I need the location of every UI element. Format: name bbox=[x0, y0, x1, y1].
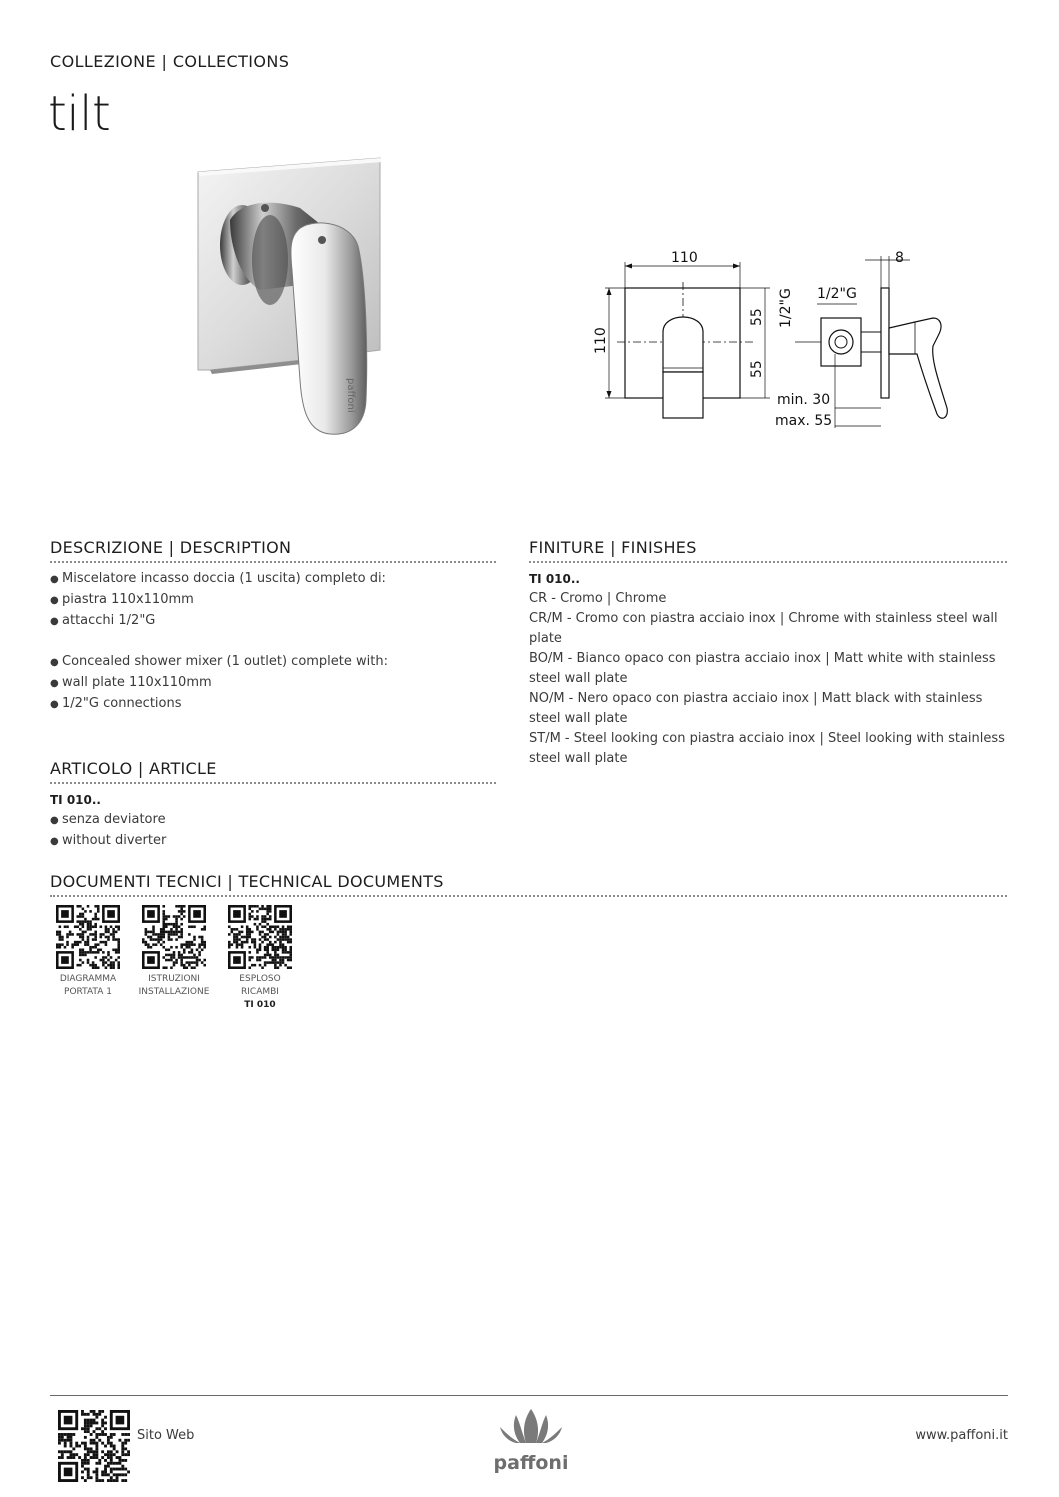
list-item: ● senza deviatore bbox=[50, 812, 166, 827]
dim-thread-vertical: 1/2"G bbox=[778, 288, 794, 328]
technical-documents-heading: DOCUMENTI TECNICI | TECHNICAL DOCUMENTS bbox=[50, 872, 1007, 897]
article-heading: ARTICOLO | ARTICLE bbox=[50, 759, 496, 784]
technical-drawing bbox=[585, 242, 965, 437]
article-list bbox=[50, 810, 496, 852]
description-english-list bbox=[50, 652, 496, 715]
finishes-code: TI 010.. bbox=[529, 572, 580, 586]
finish-line: BO/M - Bianco opaco con piastra acciaio inox | Matt white with stainless steel wall plate bbox=[529, 651, 996, 686]
list-item: ● Concealed shower mixer (1 outlet) complete with: bbox=[50, 654, 388, 669]
dim-thread-horizontal: 1/2"G bbox=[817, 286, 857, 302]
list-item: ● Miscelatore incasso doccia (1 uscita) completo di: bbox=[50, 571, 386, 586]
dim-height: 110 bbox=[593, 327, 609, 354]
finish-line: ST/M - Steel looking con piastra acciaio inox | Steel looking with stainless steel wall plate bbox=[529, 731, 1005, 766]
footer-brand: paffoni bbox=[493, 1452, 569, 1474]
product-name: tilt bbox=[48, 86, 111, 142]
list-item: ● piastra 110x110mm bbox=[50, 592, 194, 607]
qr-code-icon[interactable] bbox=[228, 905, 292, 969]
dim-min: min. 30 bbox=[777, 392, 831, 408]
dim-max: max. 55 bbox=[775, 413, 833, 429]
description-body bbox=[50, 569, 496, 715]
footer-url[interactable]: www.paffoni.it bbox=[915, 1428, 1008, 1443]
product-brand-mark: paffoni bbox=[345, 378, 356, 413]
doc-flow-diagram[interactable]: DIAGRAMMA PORTATA 1 bbox=[48, 905, 128, 999]
finishes-heading: FINITURE | FINISHES bbox=[529, 538, 1007, 563]
list-item: ● without diverter bbox=[50, 833, 167, 848]
dim-depth: 8 bbox=[895, 250, 904, 266]
qr-code-icon[interactable] bbox=[58, 1410, 130, 1482]
dim-width: 110 bbox=[671, 250, 698, 266]
description-italian-list bbox=[50, 569, 496, 632]
paffoni-logo bbox=[476, 1405, 586, 1477]
description-heading: DESCRIZIONE | DESCRIPTION bbox=[50, 538, 496, 563]
article-code: TI 010.. bbox=[50, 793, 101, 807]
product-image bbox=[190, 150, 400, 450]
list-item: ● attacchi 1/2"G bbox=[50, 613, 156, 628]
dim-half-top: 55 bbox=[749, 308, 765, 326]
footer-website-qr[interactable] bbox=[58, 1410, 130, 1486]
collections-label: COLLEZIONE | COLLECTIONS bbox=[50, 52, 290, 71]
doc-installation-instructions[interactable]: ISTRUZIONI INSTALLAZIONE bbox=[134, 905, 214, 999]
finish-line: CR - Cromo | Chrome bbox=[529, 591, 667, 606]
finish-line: CR/M - Cromo con piastra acciaio inox | Chrome with stainless steel wall plate bbox=[529, 611, 998, 646]
footer-website-label: Sito Web bbox=[137, 1428, 195, 1443]
list-item: ● wall plate 110x110mm bbox=[50, 675, 212, 690]
qr-code-icon[interactable] bbox=[56, 905, 120, 969]
dim-half-bottom: 55 bbox=[749, 360, 765, 378]
article-body bbox=[50, 790, 496, 852]
finish-line: NO/M - Nero opaco con piastra acciaio inox | Matt black with stainless steel wall plate bbox=[529, 691, 983, 726]
footer-divider bbox=[50, 1395, 1008, 1396]
doc-spare-parts[interactable]: ESPLOSO RICAMBI TI 010 bbox=[220, 905, 300, 1012]
finishes-body bbox=[529, 569, 1007, 769]
qr-code-icon[interactable] bbox=[142, 905, 206, 969]
list-item: ● 1/2"G connections bbox=[50, 696, 182, 711]
